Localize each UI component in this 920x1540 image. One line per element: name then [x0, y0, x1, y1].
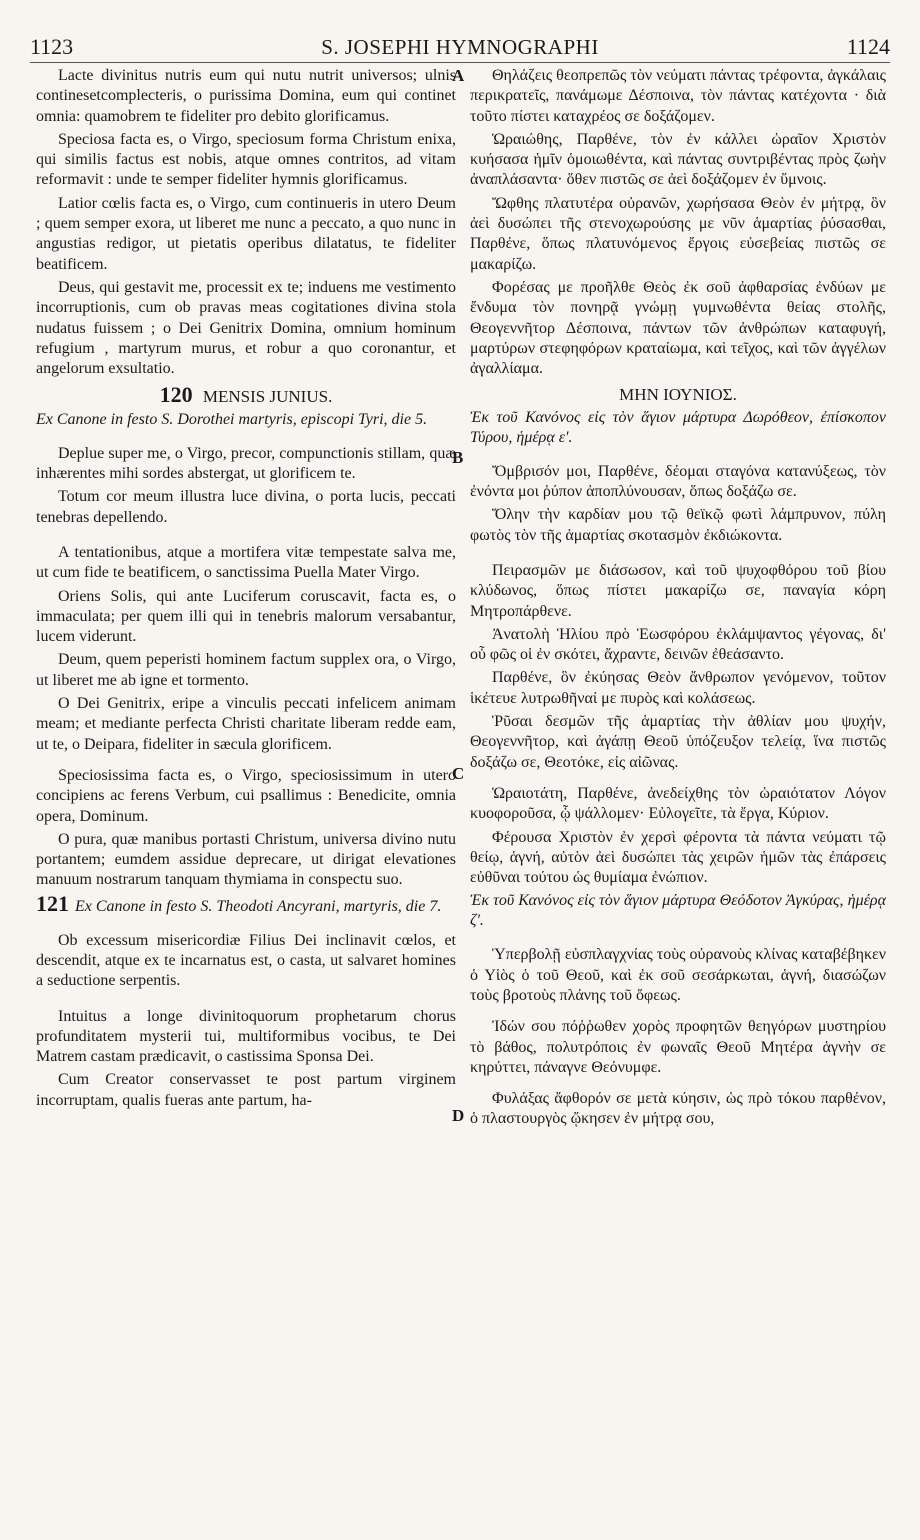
- left-page-number: 1123: [30, 34, 74, 59]
- greek-paragraph: Ὄμβρισόν μοι, Παρθένε, δέομαι σταγόνα κατανύξεως, τὸν ἐνόντα μοι ῥύπον ἀποπλύνουσαν, ὅπως δοξάζω σε.: [470, 462, 886, 501]
- page-header: [30, 32, 890, 62]
- section-heading-greek: ΜΗΝ ΙΟΥΝΙΟΣ.: [619, 385, 737, 405]
- greek-paragraph: Φέρουσα Χριστὸν ἐν χερσὶ φέροντα τὰ πάντα νεύματι τῷ θείῳ, ἁγνή, αὐτὸν ἀεὶ δυσώπει τὰς χειρῶν ἡμῶν τὰς ἐπάρσεις εὐθῦναι τούτου ὡς θυμίαμα ἐνώπιον.: [470, 828, 886, 887]
- latin-paragraph: Deus, qui gestavit me, processit ex te; induens me vestimento incorruptionis, cum ob pravas meas cogitationes divina stola nudatus fuissem ; o Dei Genitrix Domina, omnium hominum refugium , martyrum murus, et robur a quo coronantur, et angelorum exsultatio.: [36, 278, 456, 378]
- section-title: MENSIS JUNIUS.: [202, 387, 333, 407]
- rubric: Ἐκ τοῦ Κανόνος εἰς τὸν ἅγιον μάρτυρα Δωρόθεον, ἐπίσκοπον Τύρου, ἡμέρᾳ ε'.: [470, 408, 886, 446]
- greek-paragraph: Παρθένε, ὃν ἐκύησας Θεὸν ἄνθρωπον γενόμενον, τοῦτον ἱκέτευε λυτρωθῆναί με πυρὸς καὶ κολάσεως.: [470, 669, 886, 707]
- section-number: 120: [159, 382, 193, 408]
- latin-paragraph: A tentationibus, atque a mortifera vitæ tempestate salva me, ut cum fide te beatificem, o sanctissima Puella Mater Virgo.: [36, 543, 456, 582]
- latin-paragraph: O pura, quæ manibus portasti Christum, universa divino nutu portantem; eumdem assidue deprecare, ut dirigat elevationes manuum nostrarum tanquam thymiama in conspectu suo.: [36, 830, 456, 889]
- latin-paragraph: Ob excessum misericordiæ Filius Dei inclinavit cœlos, et descendit, atque ex te incarnatus est, o casta, ut salvaret homines a seductione serpentis.: [36, 931, 456, 990]
- rubric-121: Ἐκ τοῦ Κανόνος εἰς τὸν ἅγιον μάρτυρα Θεόδοτον Ἀγκύρας, ἡμέρᾳ ζ'.: [470, 892, 886, 930]
- greek-paragraph: Ἀνατολὴ Ἡλίου πρὸ Ἑωσφόρου ἐκλάμψαντος γέγονας, δι' οὗ φῶς οἱ ἐν σκότει, ἄχραντε, δεινῶν ἐθεάσαντο.: [470, 625, 886, 664]
- greek-paragraph: Ὑπερβολῇ εὐσπλαγχνίας τοὺς οὐρανοὺς κλίνας καταβέβηκεν ὁ Υἱὸς ὁ τοῦ Θεοῦ, καὶ ἐκ σοῦ σεσάρκωται, ἁγνή, διασώζων τοὺς βροτοὺς πλάνης τοῦ ὄφεως.: [470, 946, 886, 1004]
- rubric: Ex Canone in festo S. Dorothei martyris, episcopi Tyri, die 5.: [36, 410, 428, 428]
- latin-paragraph: Deum, quem peperisti hominem factum supplex ora, o Virgo, ut liberet me ab igne et tormento.: [36, 651, 456, 689]
- latin-paragraph: Lacte divinitus nutris eum qui nutu nutrit universos; ulnis continesetcomplecteris, o purissima Domina, eum qui continet omnia: quamobrem te fideliter pro debito glorificamus.: [36, 67, 456, 125]
- rubric-text: Ex Canone in festo S. Theodoti Ancyrani, martyris, die 7.: [75, 897, 442, 915]
- greek-paragraph: Ὡραιώθης, Παρθένε, τὸν ἐν κάλλει ὡραῖον Χριστὸν κυήσασα ἡμῖν ὁμοιωθέντα, καὶ πάντας συντριβέντας πρὸς ζωὴν ἀναπλάσαντα· ὅθεν πιστῶς σε ἀεὶ δοξάζομεν ἐν ὕμνοις.: [470, 130, 886, 189]
- greek-paragraph: Πειρασμῶν με διάσωσον, καὶ τοῦ ψυχοφθόρου τοῦ βίου κλύδωνος, ὅπως πίστει μακαρίζω σε, παναγία κόρη Μητροπάρθενε.: [470, 561, 886, 620]
- header-rule: [30, 62, 890, 63]
- greek-paragraph: Ὡραιοτάτη, Παρθένε, ἀνεδείχθης τὸν ὡραιότατον Λόγον κυοφοροῦσα, ᾧ ψάλλομεν· Εὐλογεῖτε, τὰ ἔργα, Κύριον.: [470, 784, 886, 823]
- latin-paragraph: Intuitus a longe divinitoquorum prophetarum chorus profunditatem mysterii tui, multiformibus vocibus, te Dei Matrem castam prædicavit, o castissima Sponsa Dei.: [36, 1007, 456, 1066]
- section-number: 121: [36, 890, 69, 916]
- greek-paragraph: Φορέσας με προῆλθε Θεὸς ἐκ σοῦ ἀφθαρσίας ἐνδύων με ἔνδυμα τὸν πονηρᾷ γνώμῃ γυμνωθέντα θείας στολῆς, Θεογεννῆτορ Δέσποινα, πάντων τῶν ἀνθρώπων καταφυγή, μαρτύρων στεφηφόρων κραταίωμα, καὶ τεῖχος, καὶ τῶν ἀγγέλων ἀγαλλίαμα.: [470, 278, 886, 378]
- greek-paragraph: Φυλάξας ἄφθορόν σε μετὰ κύησιν, ὡς πρὸ τόκου παρθένον, ὁ πλαστουργὸς ᾤκησεν ἐν μήτρᾳ σου,: [470, 1090, 886, 1128]
- greek-paragraph: Ὅλην τὴν καρδίαν μου τῷ θεϊκῷ φωτὶ λάμπρυνον, πύλη φωτὸς τὸν τῆς ἁμαρτίας σκοτασμὸν ἐκδιώκοντα.: [470, 506, 886, 544]
- latin-paragraph: Deplue super me, o Virgo, precor, compunctionis stillam, quæ inhærentes mihi sordes abstergat, ut glorificem te.: [36, 444, 456, 483]
- latin-paragraph: Speciosa facta es, o Virgo, speciosum forma Christum enixa, qui similis factus est nobis, atque omnes contritos, ad vitam reformavit : unde te semper fideliter hymnis glorificamus.: [36, 130, 456, 189]
- margin-marker-a: A: [452, 66, 465, 85]
- latin-paragraph: Totum cor meum illustra luce divina, o porta lucis, peccati tenebras depellendo.: [36, 488, 456, 526]
- running-title: S. JOSEPHI HYMNOGRAPHI: [321, 34, 599, 59]
- greek-paragraph: Ἰδών σου πόῤῥωθεν χορὸς προφητῶν θεηγόρων μυστηρίου τὸ βάθος, πολυτρόποις ἐν φωναῖς Θεοῦ Μητέρα ἁγνὴν σε κηρύττει, πάναγνε Θεόνυμφε.: [470, 1018, 886, 1076]
- greek-paragraph: Ὤφθης πλατυτέρα οὐρανῶν, χωρήσασα Θεὸν ἐν μήτρᾳ, ὃν ἀεὶ δυσώπει τῆς στενοχωρούσης με νῦν ἁμαρτίας ῥύσασθαι, Παρθένε, ὅπως πλατυνόμενος ἔργοις εὐσεβείας πιστῶς σε μακαρίζω.: [470, 194, 886, 273]
- latin-paragraph: Speciosissima facta es, o Virgo, speciosissimum in utero concipiens ac ferens Verbum, cui psallimus : Benedicite, omnia opera, Dominum.: [36, 766, 456, 825]
- margin-marker-d: D: [452, 1106, 465, 1125]
- margin-marker-c: C: [452, 764, 465, 783]
- latin-column: [36, 66, 456, 1114]
- latin-paragraph: Cum Creator conservasset te post partum virginem incorruptam, qualis fueras ante partum, ha-: [36, 1071, 456, 1109]
- margin-marker-b: B: [452, 448, 464, 467]
- latin-paragraph: O Dei Genitrix, eripe a vinculis peccati infelicem animam meam; et mediante perfecta Christi charitate liberam redde eam, ut te, o Deipara, fideliter in sæcula glorificem.: [36, 695, 456, 753]
- greek-paragraph: Ῥῦσαι δεσμῶν τῆς ἁμαρτίας τὴν ἀθλίαν μου ψυχήν, Θεογεννῆτορ, καὶ ἀγάπῃ Θεοῦ ὑπόζευξον τελείᾳ, ἵνα πιστῶς δοξάζω σε, Θεοτόκε, εἰς αἰῶνας.: [470, 713, 886, 771]
- section-heading-120: [36, 382, 456, 408]
- latin-paragraph: Oriens Solis, qui ante Luciferum coruscavit, facta es, o immaculata; per quem illi qui in tenebris malorum versabantur, lucem viderunt.: [36, 587, 456, 646]
- greek-paragraph: Θηλάζεις θεοπρεπῶς τὸν νεύματι πάντας τρέφοντα, ἀγκάλαις περικρατεῖς, πανάμωμε Δέσποινα, τὸν πάντας κατέχοντα · διὰ τοῦτο πίστει καταχρέος σε δοξάζομεν.: [470, 67, 886, 125]
- right-page-number: 1124: [846, 34, 890, 59]
- latin-paragraph: Latior cœlis facta es, o Virgo, cum continueris in utero Deum ; quem semper exora, ut liberet me nunc a peccato, a quo nunc in angustias redigor, ut pietatis operibus dilatatus, te fideliter beatificem.: [36, 194, 456, 273]
- rubric-121: [36, 890, 456, 917]
- greek-column: [470, 66, 886, 1133]
